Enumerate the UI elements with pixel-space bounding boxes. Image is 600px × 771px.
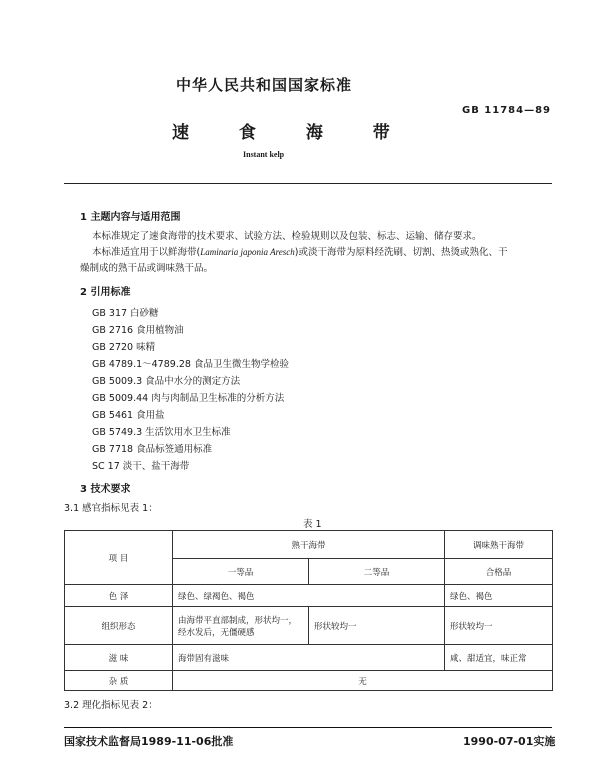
row-label-color: 色 泽 xyxy=(65,585,173,607)
header-seasoned-kelp: 调味熟干海带 xyxy=(445,531,553,559)
reference-item: SC 17 淡干、盐干海带 xyxy=(92,461,190,472)
row-label-taste: 滋 味 xyxy=(65,645,173,671)
header-grade-2: 二等品 xyxy=(309,559,445,585)
reference-item: GB 5461 食用盐 xyxy=(92,410,165,421)
row-label-texture: 组织形态 xyxy=(65,607,173,645)
paragraph-2-text-b: )或淡干海带为原料经洗刷、切割、热烫或熟化、干 xyxy=(294,247,508,258)
latin-species-name: Laminaria japonia Aresch xyxy=(200,247,295,257)
header-grade-1: 一等品 xyxy=(173,559,309,585)
table-row xyxy=(65,607,553,645)
cell-texture-grade-1 xyxy=(173,607,309,645)
footer-rule xyxy=(64,727,552,728)
cell-taste-seasoned: 咸、甜适宜，味正常 xyxy=(445,645,553,671)
reference-item: GB 2716 食用植物油 xyxy=(92,325,184,336)
texture-grade-1-line-1: 由海带平直部制成，形状均一， xyxy=(178,615,298,626)
section-1-paragraph-2 xyxy=(92,244,507,258)
section-1-paragraph-1: 本标准规定了速食海带的技术要求、试验方法、检验规则以及包装、标志、运输、储存要求。 xyxy=(92,231,482,242)
paragraph-2-text-a: 本标准适宜用于以鲜海带( xyxy=(92,247,201,258)
cell-color-cooked: 绿色、绿褐色、褐色 xyxy=(173,585,445,607)
section-1-heading: 1 主题内容与适用范围 xyxy=(80,212,181,223)
row-label-impurity: 杂 质 xyxy=(65,671,173,691)
reference-item: GB 5009.44 肉与肉制品卫生标准的分析方法 xyxy=(92,393,285,404)
section-1-paragraph-2-continued: 燥制成的熟干品或调味熟干品。 xyxy=(80,263,214,274)
section-3-1-text: 3.1 感官指标见表 1： xyxy=(64,503,158,514)
table-row xyxy=(65,671,553,691)
reference-item: GB 2720 味精 xyxy=(92,342,156,353)
table-row xyxy=(65,585,553,607)
issuing-country-title: 中华人民共和国国家标准 xyxy=(176,76,353,94)
document-subtitle: Instant kelp xyxy=(243,150,285,159)
sensory-index-table xyxy=(64,530,553,691)
table-row xyxy=(65,645,553,671)
reference-item: GB 4789.1～4789.28 食品卫生微生物学检验 xyxy=(92,359,289,370)
texture-grade-1-line-2: 经水发后，无僵硬感 xyxy=(178,627,255,638)
table-header-row xyxy=(65,531,553,559)
section-2-heading: 2 引用标准 xyxy=(80,287,131,298)
standard-code: GB 11784—89 xyxy=(462,105,552,116)
header-cooked-kelp: 熟干海带 xyxy=(173,531,445,559)
header-rule xyxy=(64,183,552,184)
table-1-caption: 表 1 xyxy=(303,519,322,530)
reference-item: GB 7718 食品标签通用标准 xyxy=(92,444,213,455)
section-3-2-text: 3.2 理化指标见表 2： xyxy=(64,700,158,711)
cell-texture-grade-2: 形状较均一 xyxy=(309,607,445,645)
header-grade-qualified: 合格品 xyxy=(445,559,553,585)
cell-impurity: 无 xyxy=(173,671,553,691)
approval-line: 国家技术监督局1989-11-06批准 xyxy=(64,735,234,748)
cell-taste-cooked: 海带固有滋味 xyxy=(173,645,445,671)
reference-item: GB 5009.3 食品中水分的测定方法 xyxy=(92,376,241,387)
header-item: 项 目 xyxy=(65,531,173,585)
implementation-date: 1990-07-01实施 xyxy=(463,735,556,748)
section-3-heading: 3 技术要求 xyxy=(80,484,131,495)
cell-texture-seasoned: 形状较均一 xyxy=(445,607,553,645)
reference-item: GB 5749.3 生活饮用水卫生标准 xyxy=(92,427,231,438)
cell-color-seasoned: 绿色、褐色 xyxy=(445,585,553,607)
reference-item: GB 317 白砂糖 xyxy=(92,308,159,319)
document-title: 速 食 海 带 xyxy=(172,123,412,143)
